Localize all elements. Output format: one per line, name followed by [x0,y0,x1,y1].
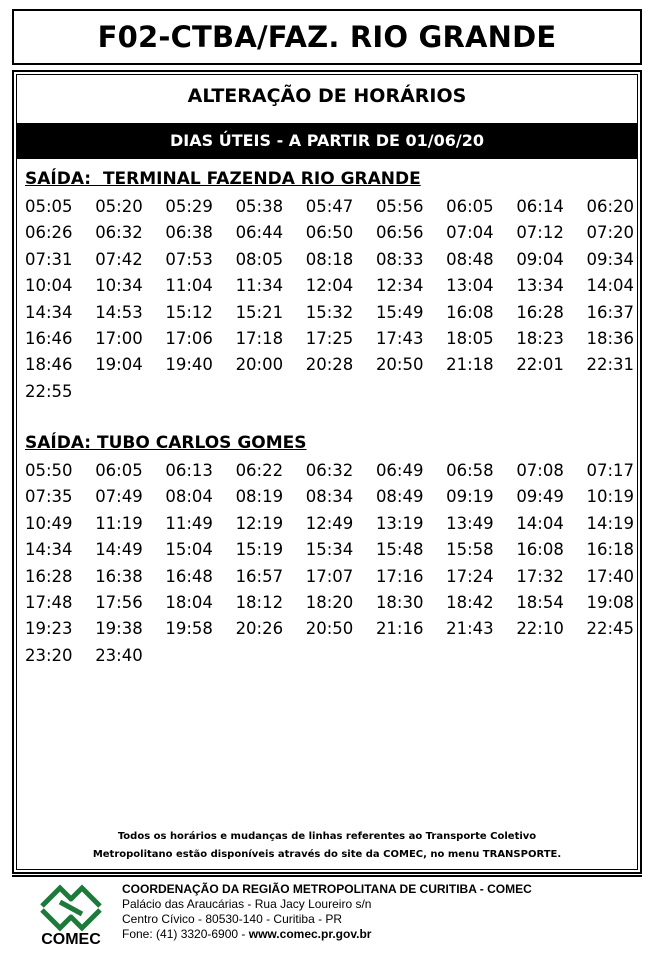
departure-time: 08:33 [375,249,424,269]
departure-time: 19:38 [95,619,143,639]
departure-time: 14:04 [516,513,564,533]
departure-time: 07:17 [586,461,635,480]
departure-time: 17:40 [586,566,635,586]
departure-time: 07:31 [25,249,73,269]
info-note [17,828,637,864]
departure-time: 19:58 [165,619,213,639]
departure-time: 06:05 [446,197,494,216]
departure-time: 07:08 [516,461,564,480]
times-grid-tubo [25,458,645,669]
departure-time: 15:34 [305,540,354,560]
departure-time: 16:48 [165,566,213,586]
departure-time: 06:58 [446,461,494,480]
departure-time: 08:49 [375,487,424,507]
departure-time: 16:46 [25,328,73,348]
comec-logo-text: COMEC [41,931,101,948]
departure-time: 20:28 [305,355,354,375]
departure-time: 17:00 [95,328,143,348]
departure-time: 14:34 [25,302,73,322]
departure-time: 18:30 [375,592,424,612]
departure-time: 16:18 [586,540,635,560]
departure-time: 08:48 [446,249,494,269]
section-title-terminal: SAÍDA: TERMINAL FAZENDA RIO GRANDE [25,169,421,189]
departure-time: 12:49 [305,513,354,533]
departure-time: 05:47 [305,197,354,216]
footer-phone: Fone: (41) 3320-6900 - [122,927,249,941]
departure-time: 19:04 [95,355,143,375]
departure-time: 16:08 [516,540,564,560]
departure-time: 17:56 [95,592,143,612]
departure-time: 17:06 [165,328,213,348]
departure-time: 06:49 [375,461,424,480]
schedule-inner-frame [16,74,638,870]
departure-time: 16:28 [25,566,73,586]
departure-time: 10:49 [25,513,73,533]
departure-time: 12:19 [235,513,284,533]
departure-time: 10:19 [586,487,635,507]
departure-time: 06:14 [516,197,564,216]
departure-time: 07:53 [165,249,213,269]
departure-time: 08:34 [305,487,354,507]
comec-logo-icon [38,880,104,932]
schedule-box [12,70,642,874]
departure-time: 07:20 [586,223,635,243]
departure-time: 05:20 [95,197,143,216]
departure-time: 11:04 [165,276,213,296]
departure-time: 06:05 [95,461,143,480]
departure-time: 16:08 [446,302,494,322]
departure-time: 19:08 [586,592,635,612]
departure-time: 20:50 [305,619,354,639]
departure-time: 17:32 [516,566,564,586]
departure-time: 05:38 [235,197,284,216]
departure-time: 19:40 [165,355,213,375]
departure-time: 22:45 [586,619,635,639]
departure-time: 17:16 [375,566,424,586]
departure-time: 10:04 [25,276,73,296]
departure-time: 17:18 [235,328,284,348]
departure-time: 11:49 [165,513,213,533]
footer-address [122,882,532,942]
footer-website[interactable]: www.comec.pr.gov.br [248,927,372,941]
departure-time: 21:16 [375,619,424,639]
departure-time: 18:12 [235,592,284,612]
departure-time: 05:05 [25,197,73,216]
footer-divider [12,875,642,877]
departure-time: 17:07 [305,566,354,586]
departure-time: 06:38 [165,223,213,243]
departure-time: 06:32 [95,223,143,243]
departure-time: 06:56 [375,223,424,243]
departure-time: 12:04 [305,276,354,296]
departure-time: 22:31 [586,355,635,375]
departure-time: 18:42 [446,592,494,612]
departure-time: 18:46 [25,355,73,375]
departure-time: 13:34 [516,276,564,296]
departure-time: 06:50 [305,223,354,243]
departure-time: 15:12 [165,302,213,322]
departure-time: 17:24 [446,566,494,586]
departure-time: 18:36 [586,328,635,348]
departure-time: 15:21 [235,302,284,322]
departure-time: 09:04 [516,249,564,269]
days-banner: DIAS ÚTEIS - A PARTIR DE 01/06/20 [17,123,637,159]
departure-time: 22:10 [516,619,564,639]
notice-title: ALTERAÇÃO DE HORÁRIOS [187,85,467,107]
info-note-line2: Metropolitano estão disponíveis através do site da COMEC, no menu TRANSPORTE. [92,849,562,860]
footer-contact [122,927,532,942]
departure-time: 20:50 [375,355,424,375]
departure-time: 13:19 [375,513,424,533]
departure-time: 15:48 [375,540,424,560]
departure-time: 11:19 [95,513,143,533]
line-title: F02-CTBA/FAZ. RIO GRANDE [97,20,557,54]
departure-time: 15:04 [165,540,213,560]
departure-time: 05:56 [375,197,424,216]
departure-time: 20:26 [235,619,284,639]
departure-time: 08:19 [235,487,284,507]
departure-time: 23:40 [95,645,143,665]
departure-time: 22:55 [25,381,73,401]
departure-time: 19:23 [25,619,73,639]
comec-logo [38,880,104,950]
departure-time: 14:49 [95,540,143,560]
departure-time: 12:34 [375,276,424,296]
departure-time: 11:34 [235,276,284,296]
departure-time: 05:50 [25,461,73,480]
departure-time: 18:04 [165,592,213,612]
section-title-tubo: SAÍDA: TUBO CARLOS GOMES [25,433,307,453]
departure-time: 14:19 [586,513,635,533]
departure-time: 10:34 [95,276,143,296]
departure-time: 06:44 [235,223,284,243]
departure-time: 14:34 [25,540,73,560]
departure-time: 08:05 [235,249,284,269]
departure-time: 23:20 [25,645,73,665]
departure-time: 06:26 [25,223,73,243]
times-grid-terminal [25,194,645,405]
departure-time: 09:19 [446,487,494,507]
departure-time: 13:04 [446,276,494,296]
departure-time: 16:57 [235,566,284,586]
departure-time: 05:29 [165,197,213,216]
departure-time: 06:20 [586,197,635,216]
line-title-box [12,9,642,65]
departure-time: 07:42 [95,249,143,269]
footer-org: COORDENAÇÃO DA REGIÃO METROPOLITANA DE CURITIBA - COMEC [122,882,532,896]
departure-time: 18:05 [446,328,494,348]
departure-time: 15:32 [305,302,354,322]
departure-time: 22:01 [516,355,564,375]
departure-time: 07:49 [95,487,143,507]
departure-time: 16:37 [586,302,635,322]
departure-time: 21:18 [446,355,494,375]
departure-time: 06:32 [305,461,354,480]
departure-time: 08:18 [305,249,354,269]
departure-time: 20:00 [235,355,284,375]
departure-time: 14:53 [95,302,143,322]
departure-time: 18:23 [516,328,564,348]
departure-time: 06:13 [165,461,213,480]
departure-time: 16:38 [95,566,143,586]
departure-time: 17:48 [25,592,73,612]
departure-time: 16:28 [516,302,564,322]
departure-time: 13:49 [446,513,494,533]
info-note-line1: Todos os horários e mudanças de linhas referentes ao Transporte Coletivo [117,831,537,842]
departure-time: 18:20 [305,592,354,612]
departure-time: 14:04 [586,276,635,296]
departure-time: 17:43 [375,328,424,348]
departure-time: 15:49 [375,302,424,322]
departure-time: 17:25 [305,328,354,348]
departure-time: 06:22 [235,461,284,480]
departure-time: 07:12 [516,223,564,243]
departure-time: 21:43 [446,619,494,639]
departure-time: 07:04 [446,223,494,243]
departure-time: 08:04 [165,487,213,507]
footer-address-line1: Palácio das Araucárias - Rua Jacy Loureiro s/n [122,897,372,911]
footer-address-line2: Centro Cívico - 80530-140 - Curitiba - PR [122,912,343,926]
departure-time: 15:58 [446,540,494,560]
departure-time: 07:35 [25,487,73,507]
departure-time: 09:34 [586,249,635,269]
departure-time: 18:54 [516,592,564,612]
departure-time: 09:49 [516,487,564,507]
departure-time: 15:19 [235,540,284,560]
